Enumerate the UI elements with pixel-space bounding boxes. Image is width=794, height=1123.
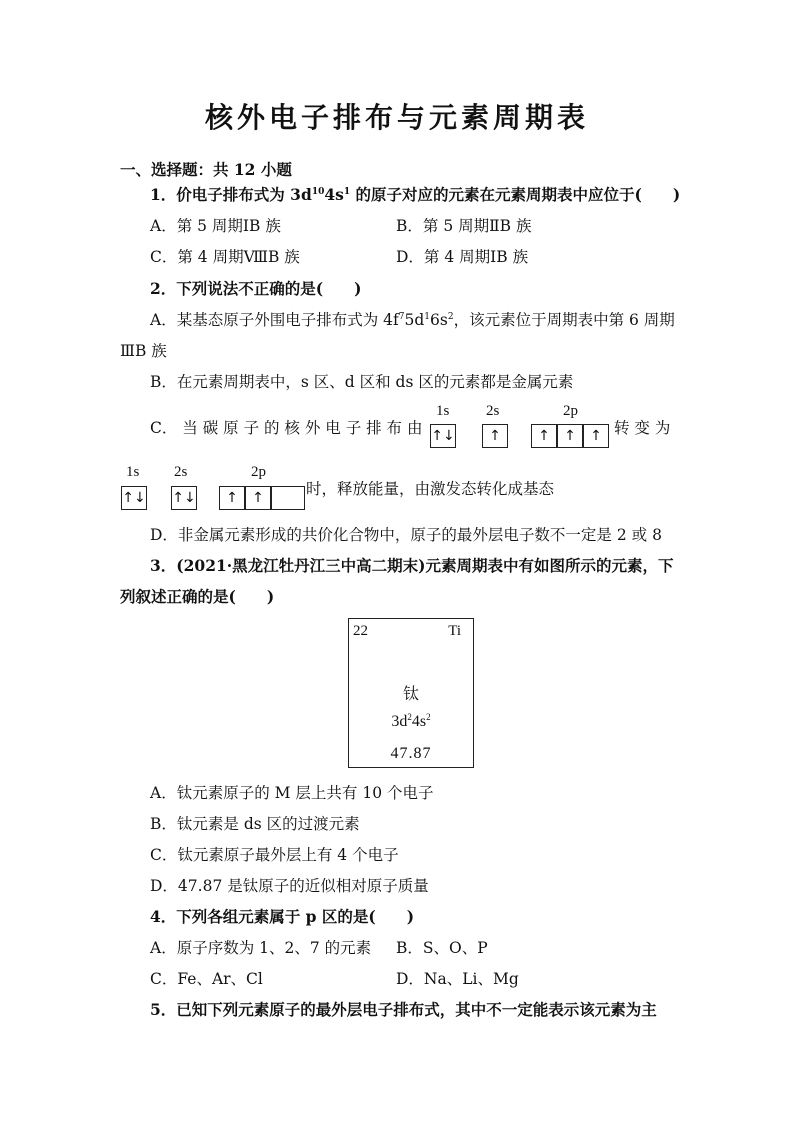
page-title: 核外电子排布与元素周期表 bbox=[204, 101, 589, 134]
question-1-option-b: B．第 5 周期ⅡB 族 bbox=[396, 217, 532, 235]
question-1-option-a: A．第 5 周期ⅠB 族 bbox=[150, 217, 281, 235]
orbital-box-2s: ↑↓ bbox=[171, 486, 197, 510]
question-1-stem: 1．价电子排布式为 $3d^{10}4s^1$ 的原子对应的元素在元素周期表中应位于( ) bbox=[150, 185, 681, 204]
section-heading: 一、选择题：共 12 小题 bbox=[120, 160, 292, 179]
element-atomic-mass: 47.87 bbox=[390, 745, 432, 762]
element-configuration: $3d^24s^2$ bbox=[391, 712, 431, 730]
question-2-option-c-text: C． 当 碳 原 子 的 核 外 电 子 排 布 由 bbox=[150, 419, 423, 437]
orbital-label-2s: 2s bbox=[486, 403, 500, 419]
orbital-box-2p-2: ↑ bbox=[557, 424, 583, 448]
orbital-box-2p-3: ↑ bbox=[583, 424, 609, 448]
orbital-label-1s: 1s bbox=[126, 464, 140, 480]
question-3-option-c: C．钛元素原子最外层上有 4 个电子 bbox=[150, 846, 399, 864]
orbital-box-1s: ↑↓ bbox=[121, 486, 147, 510]
orbital-box-2p-3 bbox=[271, 486, 305, 510]
question-2-option-b: B．在元素周期表中，s 区、d 区和 ds 区的元素都是金属元素 bbox=[150, 373, 574, 391]
question-1-option-c: C．第 4 周期ⅧB 族 bbox=[150, 248, 300, 266]
element-name: 钛 bbox=[402, 684, 419, 703]
orbital-box-1s: ↑↓ bbox=[430, 424, 456, 448]
question-2-option-c-end: 时，释放能量，由激发态转化成基态 bbox=[306, 480, 555, 498]
orbital-label-1s: 1s bbox=[436, 403, 450, 419]
question-2-option-c-transition: 转 变 为 bbox=[614, 419, 671, 437]
question-2-option-a: A．某基态原子外围电子排布式为 $4f^75d^16s^2$，该元素位于周期表中第 6 周期 bbox=[150, 311, 675, 329]
question-3-option-d: D．47.87 是钛原子的近似相对原子质量 bbox=[150, 877, 429, 895]
orbital-label-2p: 2p bbox=[563, 403, 578, 419]
question-3-stem-continued: 列叙述正确的是( ) bbox=[120, 587, 275, 606]
orbital-box-2p-1: ↑ bbox=[219, 486, 245, 510]
orbital-box-2p-2: ↑ bbox=[245, 486, 271, 510]
orbital-box-2p-1: ↑ bbox=[531, 424, 557, 448]
question-4-option-b: B．S、O、P bbox=[396, 939, 488, 957]
question-1-option-d: D．第 4 周期ⅠB 族 bbox=[396, 248, 529, 266]
question-2-option-a-continued: ⅢB 族 bbox=[120, 342, 167, 360]
question-2-stem: 2．下列说法不正确的是( ) bbox=[150, 279, 362, 298]
orbital-box-2s: ↑ bbox=[482, 424, 508, 448]
orbital-label-2p: 2p bbox=[251, 464, 266, 480]
element-atomic-number: 22 bbox=[353, 623, 368, 639]
question-3-stem: 3．(2021·黑龙江牡丹江三中高二期末)元素周期表中有如图所示的元素，下 bbox=[150, 556, 674, 575]
question-2-option-d: D．非金属元素形成的共价化合物中，原子的最外层电子数不一定是 2 或 8 bbox=[150, 526, 662, 544]
question-3-option-b: B．钛元素是 ds 区的过渡元素 bbox=[150, 815, 360, 833]
element-symbol: Ti bbox=[448, 623, 461, 639]
element-card bbox=[348, 618, 474, 768]
question-4-option-c: C．Fe、Ar、Cl bbox=[150, 970, 263, 988]
question-5-stem: 5．已知下列元素原子的最外层电子排布式，其中不一定能表示该元素为主 bbox=[150, 1000, 657, 1019]
question-3-option-a: A．钛元素原子的 M 层上共有 10 个电子 bbox=[150, 784, 434, 802]
question-4-stem: 4．下列各组元素属于 p 区的是( ) bbox=[150, 907, 415, 926]
question-4-option-d: D．Na、Li、Mg bbox=[396, 970, 519, 988]
question-4-option-a: A．原子序数为 1、2、7 的元素 bbox=[150, 939, 372, 957]
orbital-label-2s: 2s bbox=[174, 464, 188, 480]
